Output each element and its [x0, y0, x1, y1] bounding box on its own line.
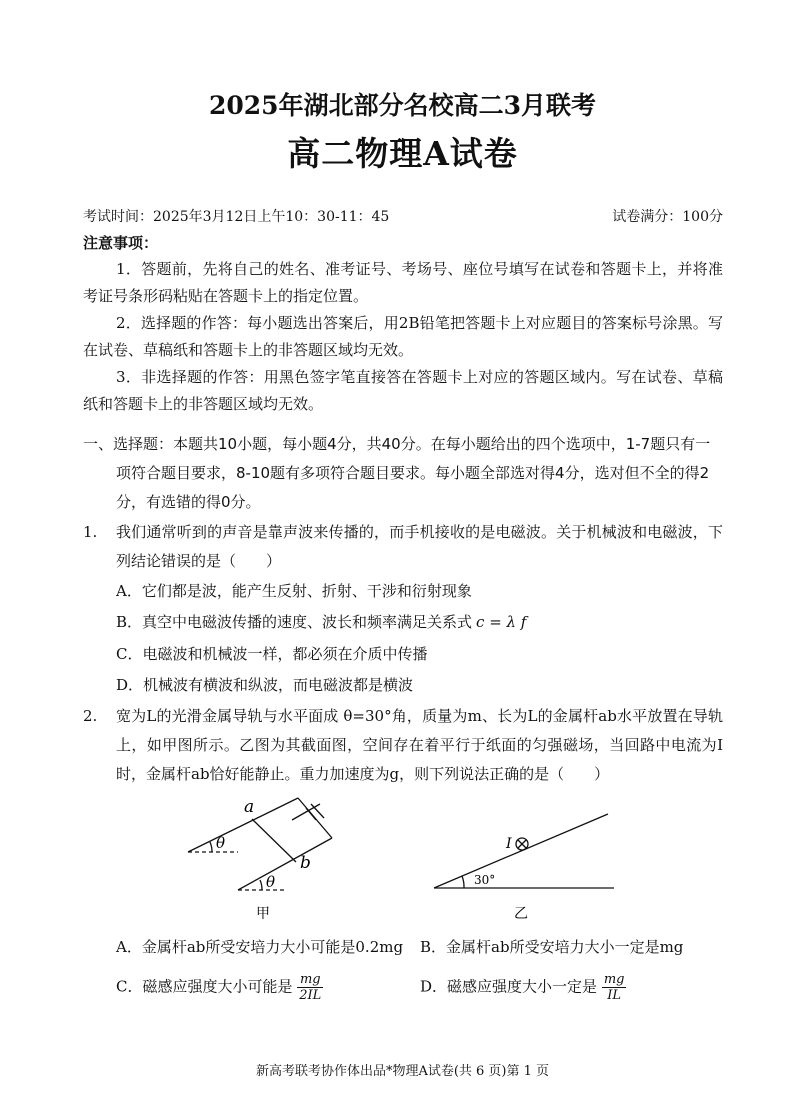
q1-option-d: D．机械波有横波和纵波，而电磁波都是横波 — [116, 676, 414, 694]
question-stem: 宽为L的光滑金属导轨与水平面成 θ=30°角，质量为m、长为L的金属杆ab水平放置在导轨上，如甲图所示。乙图为其截面图，空间存在着平行于纸面的匀强磁场，当回路中电流为I时，金属杆ab恰好能静止。重力加速度为g，则下列说法正确的是（ ） — [116, 707, 723, 783]
q2-option-b: B．金属杆ab所受安培力大小一定是mg — [420, 938, 684, 956]
paper-title: 高二物理A试卷 — [287, 134, 518, 173]
figure-caption: 乙 — [514, 906, 528, 922]
question-number: 1. — [83, 523, 98, 541]
notice-item-1: 1．答题前，先将自己的姓名、准考证号、考场号、座位号填写在试卷和答题卡上，并将准考证号条形码粘贴在答题卡上的指定位置。 — [83, 260, 723, 305]
exam-series-title: 2025年湖北部分名校高二3月联考 — [209, 91, 596, 120]
figure-rail-3d — [180, 790, 350, 925]
q2-option-d: D．磁感应强度大小一定是 $\frac{mg}{IL}$ — [420, 972, 625, 1003]
fraction: $\frac{mg}{IL}$ — [603, 972, 625, 1003]
q1-option-a: A．它们都是波，能产生反射、折射、干涉和衍射现象 — [116, 582, 472, 600]
notice-item-3: 3．非选择题的作答：用黑色签字笔直接答在答题卡上对应的答题区域内。写在试卷、草稿纸和答题卡上的非答题区域均无效。 — [83, 368, 723, 413]
full-score: 试卷满分：100分 — [612, 209, 723, 225]
q1-option-b: B．真空中电磁波传播的速度、波长和频率满足关系式 c = λ f — [116, 613, 527, 631]
figure-cross-section — [430, 808, 620, 923]
page-footer: 新高考联考协作体出品*物理A试卷(共 6 页)第 1 页 — [255, 1064, 550, 1079]
q2-option-a: A．金属杆ab所受安培力大小可能是0.2mg — [116, 938, 404, 956]
section-heading: 一、选择题：本题共10小题，每小题4分，共40分。在每小题给出的四个选项中，1-7题只有一项符合题目要求，8-10题有多项符合题目要求。每小题全部选对得4分，选对但不全的得2分，有选错的得0分。 — [83, 435, 711, 511]
theta-label: θ — [216, 834, 226, 852]
question-2 — [83, 702, 723, 789]
figure-caption: 甲 — [256, 906, 270, 922]
wave-formula: c = λ f — [476, 613, 527, 631]
fraction: $\frac{mg}{2IL}$ — [299, 972, 322, 1003]
theta-label: θ — [266, 873, 276, 891]
question-stem: 我们通常听到的声音是靠声波来传播的，而手机接收的是电磁波。关于机械波和电磁波，下列结论错误的是（ ） — [116, 523, 723, 570]
q1-option-c: C．电磁波和机械波一样，都必须在介质中传播 — [116, 645, 428, 663]
label-b: b — [300, 853, 311, 873]
notice-item-2: 2．选择题的作答：每小题选出答案后，用2B铅笔把答题卡上对应题目的答案标号涂黑。写在试卷、草稿纸和答题卡上的非答题区域均无效。 — [83, 314, 723, 359]
label-a: a — [244, 797, 255, 817]
question-number: 2. — [83, 707, 98, 725]
angle-label: 30° — [474, 873, 496, 887]
current-label: I — [506, 836, 512, 852]
notice-title: 注意事项： — [83, 234, 159, 252]
q2-option-c: C．磁感应强度大小可能是 $\frac{mg}{2IL}$ — [116, 972, 322, 1003]
question-1 — [83, 518, 723, 576]
exam-time: 考试时间：2025年3月12日上午10：30-11：45 — [83, 209, 390, 225]
